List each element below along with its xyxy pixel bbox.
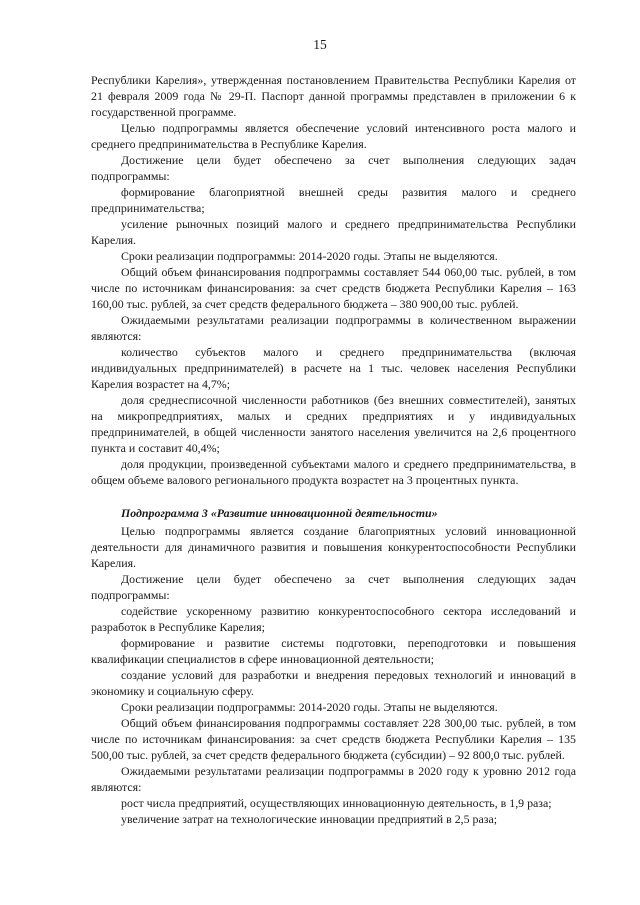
paragraph: усиление рыночных позиций малого и среднего предпринимательства Республики Карелия. bbox=[91, 217, 576, 247]
paragraph: содействие ускоренному развитию конкурентоспособного сектора исследований и разработок в Республике Карелия; bbox=[91, 604, 576, 634]
paragraph: рост числа предприятий, осуществляющих инновационную деятельность, в 1,9 раза; bbox=[121, 796, 552, 810]
paragraph: Ожидаемыми результатами реализации подпрограммы в 2020 году к уровню 2012 года являются: bbox=[91, 764, 576, 794]
section-heading: Подпрограмма 3 «Развитие инновационной деятельности» bbox=[121, 506, 438, 520]
paragraph: увеличение затрат на технологические инновации предприятий в 2,5 раза; bbox=[121, 812, 498, 826]
paragraph: Достижение цели будет обеспечено за счет выполнения следующих задач подпрограммы: bbox=[91, 153, 576, 183]
paragraph: Общий объем финансирования подпрограммы составляет 228 300,00 тыс. рублей, в том числе по источникам финансирования: за счет средств бюджета Республики Карелия – 135 500,00 тыс. рублей, за счет средств федерального бюджета (субсидии) – 92 800,0 тыс. рублей. bbox=[91, 716, 576, 762]
paragraph: формирование и развитие системы подготовки, переподготовки и повышения квалификации специалистов в сфере инновационной деятельности; bbox=[91, 636, 576, 666]
paragraph: Сроки реализации подпрограммы: 2014-2020 годы. Этапы не выделяются. bbox=[121, 249, 498, 263]
page-body bbox=[91, 72, 576, 827]
paragraph: количество субъектов малого и среднего предпринимательства (включая индивидуальных предпринимателей) в расчете на 1 тыс. человек населения Республики Карелия возрастет на 4,7%; bbox=[91, 345, 576, 391]
paragraph: Достижение цели будет обеспечено за счет выполнения следующих задач подпрограммы: bbox=[91, 572, 576, 602]
paragraph: Общий объем финансирования подпрограммы составляет 544 060,00 тыс. рублей, в том числе по источникам финансирования: за счет средств бюджета Республики Карелия – 163 160,00 тыс. рублей, за счет средств федерального бюджета – 380 900,00 тыс. рублей. bbox=[91, 265, 576, 311]
paragraph: Республики Карелия», утвержденная постановлением Правительства Республики Карелия от 21 февраля 2009 года № 29-П. Паспорт данной программы представлен в приложении 6 к государственной программе. bbox=[91, 73, 576, 119]
paragraph: формирование благоприятной внешней среды развития малого и среднего предпринимательства; bbox=[91, 185, 576, 215]
paragraph: Сроки реализации подпрограммы: 2014-2020 годы. Этапы не выделяются. bbox=[121, 700, 498, 714]
paragraph: Целью подпрограммы является обеспечение условий интенсивного роста малого и среднего предпринимательства в Республике Карелия. bbox=[91, 121, 576, 151]
paragraph: создание условий для разработки и внедрения передовых технологий и инноваций в экономику и социальную сферу. bbox=[91, 668, 576, 698]
paragraph: доля продукции, произведенной субъектами малого и среднего предпринимательства, в общем объеме валового регионального продукта возрастет на 3 процентных пункта. bbox=[91, 457, 576, 487]
paragraph: Целью подпрограммы является создание благоприятных условий инновационной деятельности для динамичного развития и повышения конкурентоспособности Республики Карелия. bbox=[91, 524, 576, 570]
page-number: 15 bbox=[313, 37, 327, 52]
paragraph: доля среднесписочной численности работников (без внешних совместителей), занятых на микропредприятиях, малых и средних предприятиях и у индивидуальных предпринимателей, в общей численности занятого населения увеличится на 2,6 процентного пункта и составит 40,4%; bbox=[91, 393, 576, 455]
paragraph: Ожидаемыми результатами реализации подпрограммы в количественном выражении являются: bbox=[91, 313, 576, 343]
